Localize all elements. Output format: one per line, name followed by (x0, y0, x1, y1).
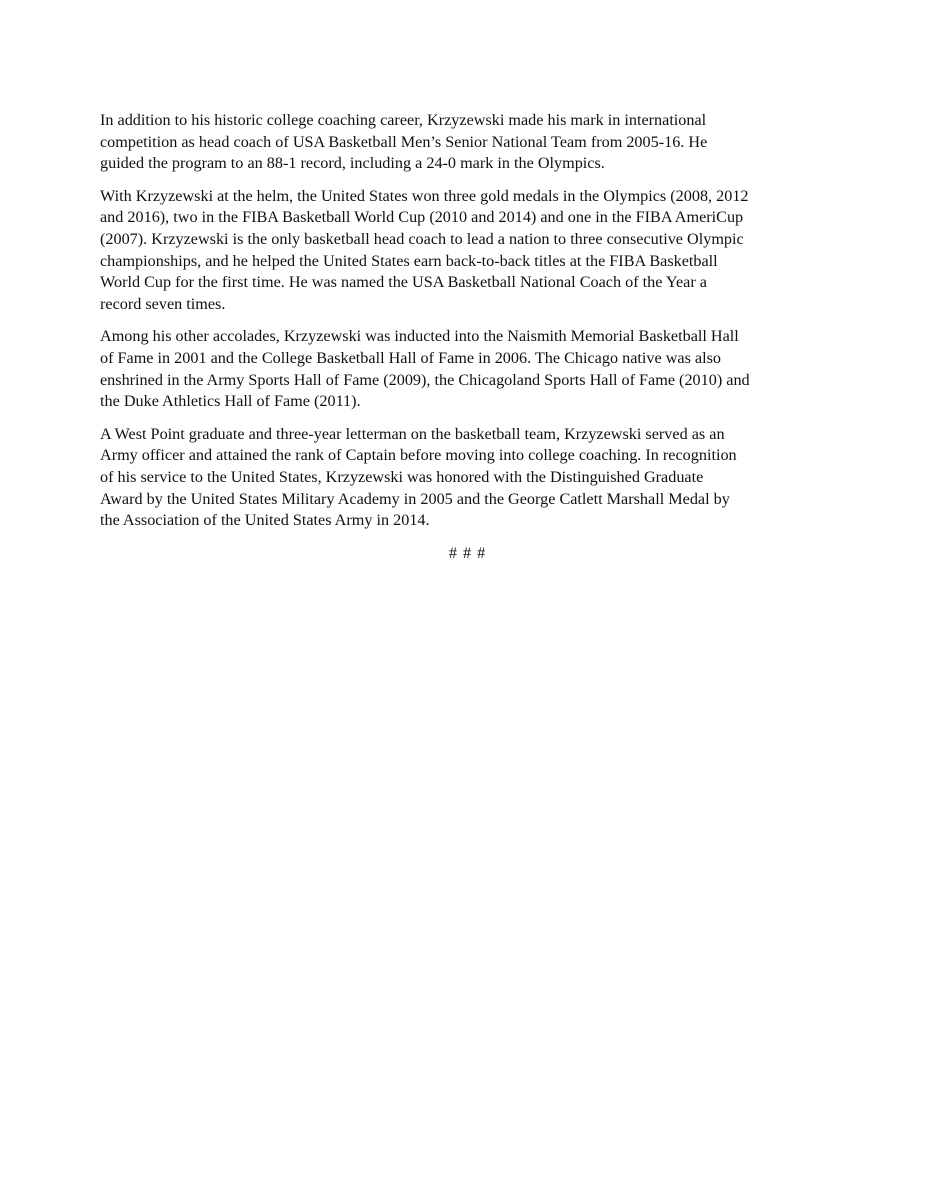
paragraph-line: competition as head coach of USA Basketball Men’s Senior National Team from 2005-16. He (100, 132, 708, 151)
paragraph-line: World Cup for the first time. He was named the USA Basketball National Coach of the Year a (100, 273, 707, 292)
paragraph-line: Award by the United States Military Academy in 2005 and the George Catlett Marshall Medal by (100, 489, 730, 508)
paragraph-line: of his service to the United States, Krzyzewski was honored with the Distinguished Graduate (100, 467, 704, 486)
paragraph-line: record seven times. (100, 294, 226, 313)
paragraph-international-career (100, 110, 835, 175)
paragraph-line: A West Point graduate and three-year letterman on the basketball team, Krzyzewski served as an (100, 424, 725, 443)
paragraph-line: and 2016), two in the FIBA Basketball World Cup (2010 and 2014) and one in the FIBA AmeriCup (100, 208, 744, 227)
paragraph-line: the Duke Athletics Hall of Fame (2011). (100, 392, 361, 411)
paragraph-line: Among his other accolades, Krzyzewski was inducted into the Naismith Memorial Basketball Hall (100, 327, 739, 346)
paragraph-line: guided the program to an 88-1 record, including a 24-0 mark in the Olympics. (100, 154, 605, 173)
paragraph-line: Army officer and attained the rank of Captain before moving into college coaching. In recognition (100, 446, 737, 465)
paragraph-line: With Krzyzewski at the helm, the United States won three gold medals in the Olympics (2008, 2012 (100, 186, 749, 205)
paragraph-hall-of-fame (100, 326, 835, 412)
paragraph-line: the Association of the United States Army in 2014. (100, 511, 430, 530)
paragraph-line: championships, and he helped the United States earn back-to-back titles at the FIBA Basketball (100, 251, 718, 270)
paragraph-line: (2007). Krzyzewski is the only basketball head coach to lead a nation to three consecutive Olympic (100, 229, 744, 248)
paragraph-olympic-medals (100, 186, 835, 316)
paragraph-line: In addition to his historic college coaching career, Krzyzewski made his mark in international (100, 111, 707, 129)
paragraph-line: enshrined in the Army Sports Hall of Fame (2009), the Chicagoland Sports Hall of Fame (2010) and (100, 370, 750, 389)
paragraph-line: of Fame in 2001 and the College Basketball Hall of Fame in 2006. The Chicago native was also (100, 348, 721, 367)
paragraph-military-service (100, 424, 835, 532)
end-of-release-mark: # # # (448, 543, 487, 562)
document-body (100, 110, 835, 564)
